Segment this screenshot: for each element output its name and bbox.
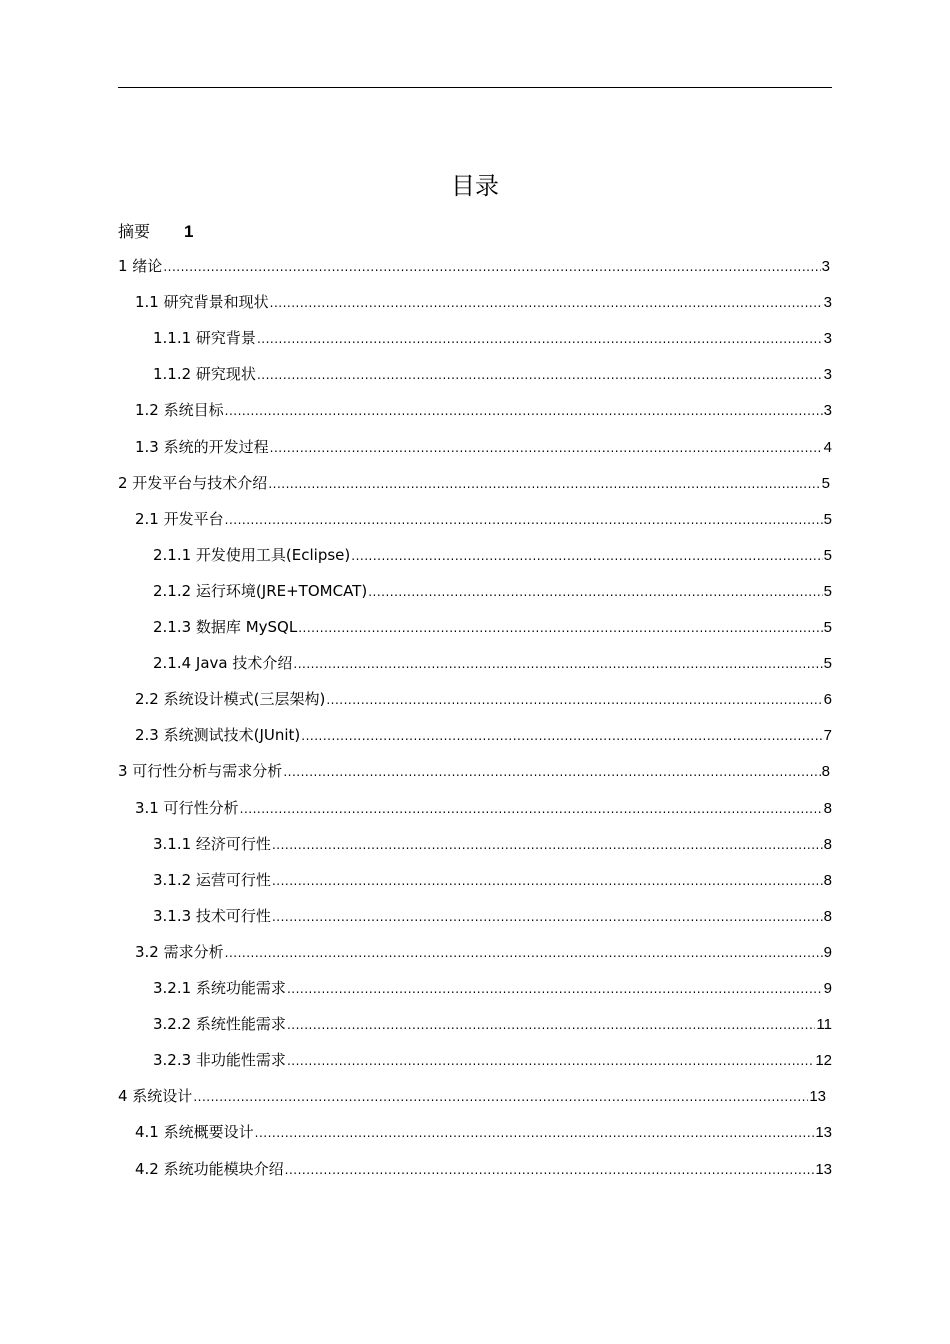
toc-dot-leader <box>298 616 822 640</box>
toc-entry-page-number: 5 <box>823 546 832 564</box>
toc-entry-page-number: 8 <box>823 907 832 925</box>
toc-entry-title: 3.1.3 技术可行性 <box>153 906 271 925</box>
toc-dot-leader <box>272 869 823 893</box>
toc-entry[interactable] <box>135 1120 832 1144</box>
toc-entry[interactable] <box>153 579 832 603</box>
toc-entry-page-number: 4 <box>823 438 832 456</box>
toc-dot-leader <box>287 1049 814 1073</box>
toc-entry[interactable] <box>135 1157 832 1181</box>
toc-entry[interactable] <box>135 435 832 459</box>
toc-entry-page-number: 8 <box>823 871 832 889</box>
toc-entry-title: 1.1.1 研究背景 <box>153 329 256 348</box>
toc-dot-leader <box>257 363 823 387</box>
toc-entry-title: 3.2.1 系统功能需求 <box>153 979 286 997</box>
toc-entry-title: 1.1 研究背景和现状 <box>135 293 269 312</box>
header-rule <box>118 87 832 88</box>
toc-entry[interactable] <box>135 796 832 820</box>
toc-dot-leader <box>272 833 823 857</box>
toc-entry-title: 2 开发平台与技术介绍 <box>118 473 268 492</box>
toc-entry[interactable] <box>153 976 832 1000</box>
abstract-page-number: 1 <box>184 222 194 241</box>
toc-entry-page-number: 12 <box>815 1052 832 1070</box>
toc-dot-leader <box>283 760 820 784</box>
toc-entry[interactable] <box>135 290 832 314</box>
toc-dot-leader <box>268 472 820 496</box>
toc-entry-title: 2.3 系统测试技术(JUnit) <box>135 726 301 745</box>
toc-entry-page-number: 3 <box>821 258 830 275</box>
toc-entry-title: 2.1 开发平台 <box>135 509 224 528</box>
toc-dot-leader <box>270 291 823 315</box>
toc-entry-title: 3.1.2 运营可行性 <box>153 870 271 889</box>
toc-entry[interactable] <box>135 723 832 747</box>
toc-entry[interactable] <box>135 940 832 964</box>
toc-entry[interactable] <box>153 651 832 675</box>
toc-entry-page-number: 3 <box>823 366 832 384</box>
toc-entry-title: 2.2 系统设计模式(三层架构) <box>135 690 326 709</box>
toc-entry[interactable] <box>135 398 832 422</box>
toc-entry-title: 3.2 需求分析 <box>135 942 224 961</box>
toc-entry[interactable] <box>153 362 832 386</box>
toc-entry-page-number: 8 <box>821 763 830 781</box>
toc-dot-leader <box>287 977 823 1001</box>
toc-entry-page-number: 6 <box>823 691 832 709</box>
toc-entry[interactable] <box>153 615 832 639</box>
toc-entry[interactable] <box>118 471 830 495</box>
toc-entry-title: 3.2.3 非功能性需求 <box>153 1051 286 1070</box>
toc-entry-page-number: 13 <box>815 1160 832 1178</box>
toc-entry-page-number: 3 <box>823 294 832 312</box>
toc-entry-title: 2.1.3 数据库 MySQL <box>153 618 298 636</box>
toc-dot-leader <box>255 1121 815 1145</box>
toc-abstract-entry[interactable] <box>118 220 193 244</box>
toc-entry-title: 2.1.1 开发使用工具(Eclipse) <box>153 545 351 564</box>
toc-entry-title: 3.2.2 系统性能需求 <box>153 1015 286 1034</box>
toc-entry-page-number: 8 <box>823 835 832 853</box>
toc-dot-leader <box>193 1085 808 1109</box>
toc-entry-page-number: 5 <box>823 655 832 673</box>
toc-entry-page-number: 3 <box>823 402 832 420</box>
toc-entry-page-number: 8 <box>823 799 832 817</box>
toc-entry-page-number: 9 <box>823 943 832 961</box>
toc-entry-title: 1 绪论 <box>118 257 163 275</box>
toc-dot-leader <box>287 1013 815 1037</box>
toc-entry-title: 2.1.2 运行环境(JRE+TOMCAT) <box>153 581 368 600</box>
toc-entry[interactable] <box>153 326 832 350</box>
toc-entry[interactable] <box>118 759 830 783</box>
toc-dot-leader <box>257 327 823 351</box>
toc-dot-leader <box>285 1158 815 1182</box>
toc-entry[interactable] <box>153 832 832 856</box>
toc-dot-leader <box>225 508 823 532</box>
toc-dot-leader <box>293 652 822 676</box>
toc-entry[interactable] <box>153 904 832 928</box>
toc-entry-page-number: 11 <box>816 1016 832 1034</box>
toc-entry-title: 1.3 系统的开发过程 <box>135 437 269 456</box>
toc-entry-title: 3.1.1 经济可行性 <box>153 834 271 853</box>
toc-dot-leader <box>326 688 822 712</box>
toc-title: 目录 <box>451 172 499 200</box>
toc-entry[interactable] <box>135 687 832 711</box>
toc-dot-leader <box>270 436 823 460</box>
toc-dot-leader <box>163 255 820 279</box>
toc-entry-page-number: 13 <box>815 1124 832 1142</box>
toc-dot-leader <box>225 941 823 965</box>
toc-entry-title: 1.1.2 研究现状 <box>153 365 256 384</box>
toc-dot-leader <box>368 580 822 604</box>
toc-entry[interactable] <box>135 507 832 531</box>
toc-dot-leader <box>272 905 823 929</box>
toc-entry-title: 1.2 系统目标 <box>135 401 224 420</box>
toc-entry-title: 4.1 系统概要设计 <box>135 1123 254 1142</box>
toc-entry-page-number: 5 <box>823 510 832 528</box>
toc-entry-title: 4.2 系统功能模块介绍 <box>135 1159 284 1178</box>
toc-entry-title: 4 系统设计 <box>118 1087 193 1106</box>
abstract-label: 摘要 <box>118 222 151 241</box>
toc-entry-page-number: 7 <box>823 727 832 745</box>
toc-entry-page-number: 5 <box>823 582 832 600</box>
toc-entry-page-number: 5 <box>821 474 830 492</box>
toc-dot-leader <box>240 797 823 821</box>
toc-entry-page-number: 13 <box>809 1088 826 1106</box>
toc-entry-title: 2.1.4 Java 技术介绍 <box>153 654 293 673</box>
toc-entry[interactable] <box>153 868 832 892</box>
toc-entry[interactable] <box>153 1012 832 1036</box>
toc-dot-leader <box>225 399 823 423</box>
toc-entry-page-number: 5 <box>823 619 832 636</box>
toc-entry-title: 3 可行性分析与需求分析 <box>118 762 283 781</box>
toc-entry[interactable] <box>153 1048 832 1072</box>
toc-entry-title: 3.1 可行性分析 <box>135 798 239 817</box>
toc-dot-leader <box>301 724 822 748</box>
toc-entry-page-number: 3 <box>823 330 832 348</box>
toc-entry[interactable] <box>118 1084 826 1108</box>
toc-entry[interactable] <box>153 543 832 567</box>
toc-dot-leader <box>351 544 822 568</box>
toc-entry-page-number: 9 <box>823 980 832 997</box>
toc-entry[interactable] <box>118 254 830 278</box>
